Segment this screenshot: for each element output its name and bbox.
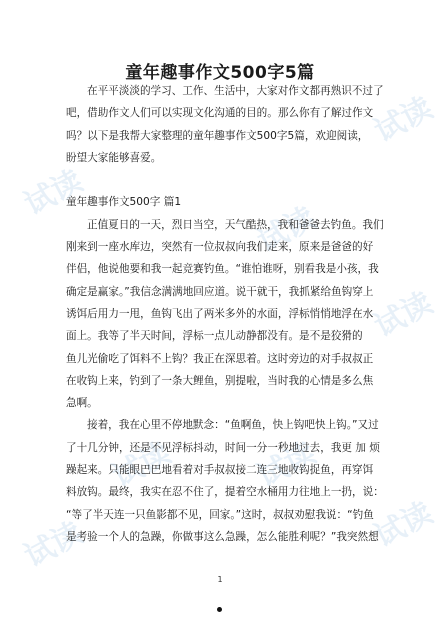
paragraph-line: 确定是赢家。”我信念满满地回应道。说干就干，我抓紧给鱼钩穿上	[66, 285, 374, 298]
watermark: 试读	[18, 515, 89, 575]
section-heading: 童年趣事作文500字 篇1	[66, 196, 182, 209]
paragraph-line: “等了半天连一只鱼影都不见，回家。”这时，叔叔劝慰我说：“钓鱼	[66, 508, 374, 521]
paragraph-line: 鱼儿光偷吃了饵料不上钩？我正在深思着。这时旁边的对手叔叔正	[66, 352, 374, 365]
intro-line: 在平平淡淡的学习、工作、生活中，大家对作文都再熟识不过了	[87, 85, 384, 97]
paragraph-line: 是考验一个人的急躁，你做事这么急躁，怎么能胜利呢？”我突然想	[66, 530, 379, 543]
paragraph-line: 正值夏日的一天，烈日当空，天气酷热，我和爸爸去钓鱼。我们	[87, 218, 384, 231]
paragraph-line: 面上。我等了半天时间，浮标一点儿动静都没有。是不是狡猾的	[66, 330, 363, 343]
paragraph-line: 诱饵后用力一甩，鱼钩飞出了两米多外的水面，浮标悄悄地浮在水	[66, 307, 374, 320]
paragraph-line: 了十几分钟，还是不见浮标抖动，时间一分一秒地过去，我更 加 烦	[66, 441, 380, 454]
watermark: 试读	[106, 435, 177, 495]
page-indicator-dot	[217, 607, 222, 612]
paragraph-line: 在收钩上来，钓到了一条大鲤鱼，别提啦，当时我的心情是多么焦	[66, 374, 374, 387]
page-number: 1	[217, 575, 223, 584]
intro-line: 盼望大家能够喜爱。	[66, 151, 162, 164]
paragraph-line: 伴侣，他说他要和我一起竞赛钓鱼。“谁怕谁呀，别看我是小孩，我	[66, 263, 379, 276]
watermark: 试读	[368, 495, 439, 555]
watermark: 试读	[251, 200, 322, 260]
intro-line: 吗？以下是我帮大家整理的童年趣事作文500字5篇，欢迎阅读，	[66, 129, 369, 142]
watermark: 试读	[18, 163, 89, 223]
document-title: 童年趣事作文500字5篇	[125, 63, 315, 83]
paragraph-line: 料放钩。最终，我实在忍不住了，提着空水桶用力往地上一扔，说：	[66, 486, 384, 499]
intro-line: 吧，借助作文人们可以实现文化沟通的目的。那么你有了解过作文	[66, 107, 374, 120]
watermark: 试读	[251, 435, 322, 495]
watermark: 试读	[368, 90, 439, 150]
paragraph-line: 躁起来。只能眼巴巴地看着对手叔叔接二连三地收钩捉鱼，再穿饵	[66, 464, 374, 477]
paragraph-line: 急啊。	[66, 397, 98, 410]
paragraph-line: 接着，我在心里不停地默念：“鱼啊鱼，快上钩吧快上钩。”又过	[87, 419, 379, 432]
document-body	[66, 80, 384, 548]
watermark: 试读	[368, 285, 439, 345]
paragraph-line: 刚来到一座水库边，突然有一位叔叔向我们走来，原来是爸爸的好	[66, 241, 374, 254]
